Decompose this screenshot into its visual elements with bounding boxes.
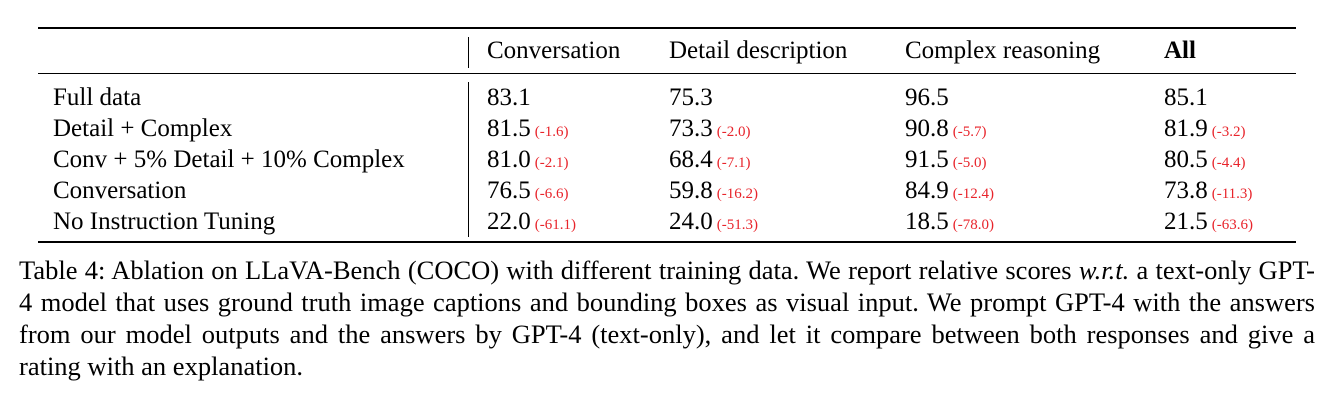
score-delta: (-63.6): [1211, 217, 1253, 233]
score-delta: (-1.6): [534, 124, 569, 140]
score-value: 84.9: [905, 177, 949, 204]
score-value: 24.0: [669, 208, 713, 235]
score-cell: [905, 83, 949, 113]
score-value: 83.1: [487, 84, 531, 111]
score-delta: (-6.6): [534, 186, 569, 202]
score-delta: (-2.0): [716, 124, 751, 140]
score-value: 59.8: [669, 177, 713, 204]
score-cell: [669, 114, 751, 147]
score-delta: (-3.2): [1211, 124, 1246, 140]
caption-text-2: a text-only GPT-4 model that uses ground truth image captions and bounding boxes as visual input. We prompt GPT-4 with the answers from our model outputs and the answers by GPT-4 (text-only), and let it compare between both responses and give a rating with an explanation.: [19, 255, 1315, 381]
row-label: Conv + 5% Detail + 10% Complex: [53, 146, 405, 173]
header-detail-description: Detail description: [669, 37, 848, 64]
column-divider-header: [468, 37, 469, 68]
score-delta: (-12.4): [952, 186, 994, 202]
score-delta: (-51.3): [716, 217, 758, 233]
score-value: 81.0: [487, 146, 531, 173]
score-cell: [1164, 145, 1246, 178]
header-conversation: Conversation: [487, 37, 621, 64]
score-cell: [1164, 176, 1252, 209]
score-delta: (-4.4): [1211, 155, 1246, 171]
caption-text-1: Table 4: Ablation on LLaVA-Bench (COCO) with different training data. We report relative scores: [19, 255, 1072, 285]
score-cell: [1164, 114, 1246, 147]
score-cell: [669, 176, 758, 209]
score-cell: [669, 83, 713, 113]
score-value: 96.5: [905, 84, 949, 111]
score-cell: [487, 114, 569, 147]
column-divider-body: [468, 82, 469, 237]
score-cell: [1164, 83, 1208, 113]
score-value: 21.5: [1164, 208, 1208, 235]
row-label: Conversation: [53, 177, 187, 204]
score-value: 90.8: [905, 115, 949, 142]
score-cell: [487, 83, 531, 113]
score-delta: (-16.2): [716, 186, 758, 202]
score-value: 81.9: [1164, 115, 1208, 142]
score-value: 80.5: [1164, 146, 1208, 173]
score-delta: (-78.0): [952, 217, 994, 233]
score-cell: [487, 207, 576, 240]
score-value: 81.5: [487, 115, 531, 142]
table-caption: [19, 254, 1315, 382]
score-cell: [487, 145, 569, 178]
score-delta: (-5.7): [952, 124, 987, 140]
score-value: 18.5: [905, 208, 949, 235]
header-rule: [38, 73, 1296, 74]
score-cell: [905, 145, 987, 178]
score-cell: [905, 207, 994, 240]
score-value: 73.8: [1164, 177, 1208, 204]
score-delta: (-11.3): [1211, 186, 1253, 202]
header-all: All: [1164, 37, 1196, 64]
score-value: 75.3: [669, 84, 713, 111]
top-rule: [38, 27, 1296, 29]
score-delta: (-7.1): [716, 155, 751, 171]
score-value: 22.0: [487, 208, 531, 235]
caption-italic: w.r.t.: [1078, 255, 1130, 285]
score-value: 85.1: [1164, 84, 1208, 111]
score-value: 73.3: [669, 115, 713, 142]
row-label: Full data: [53, 84, 142, 111]
row-label: Detail + Complex: [53, 115, 233, 142]
score-cell: [669, 145, 751, 178]
row-label: No Instruction Tuning: [53, 208, 276, 235]
score-value: 68.4: [669, 146, 713, 173]
score-cell: [669, 207, 758, 240]
bottom-rule: [38, 241, 1296, 243]
header-complex-reasoning: Complex reasoning: [905, 37, 1101, 64]
score-cell: [905, 114, 987, 147]
score-delta: (-61.1): [534, 217, 576, 233]
score-cell: [905, 176, 994, 209]
score-cell: [487, 176, 569, 209]
score-value: 76.5: [487, 177, 531, 204]
score-delta: (-2.1): [534, 155, 569, 171]
score-cell: [1164, 207, 1253, 240]
score-delta: (-5.0): [952, 155, 987, 171]
score-value: 91.5: [905, 146, 949, 173]
